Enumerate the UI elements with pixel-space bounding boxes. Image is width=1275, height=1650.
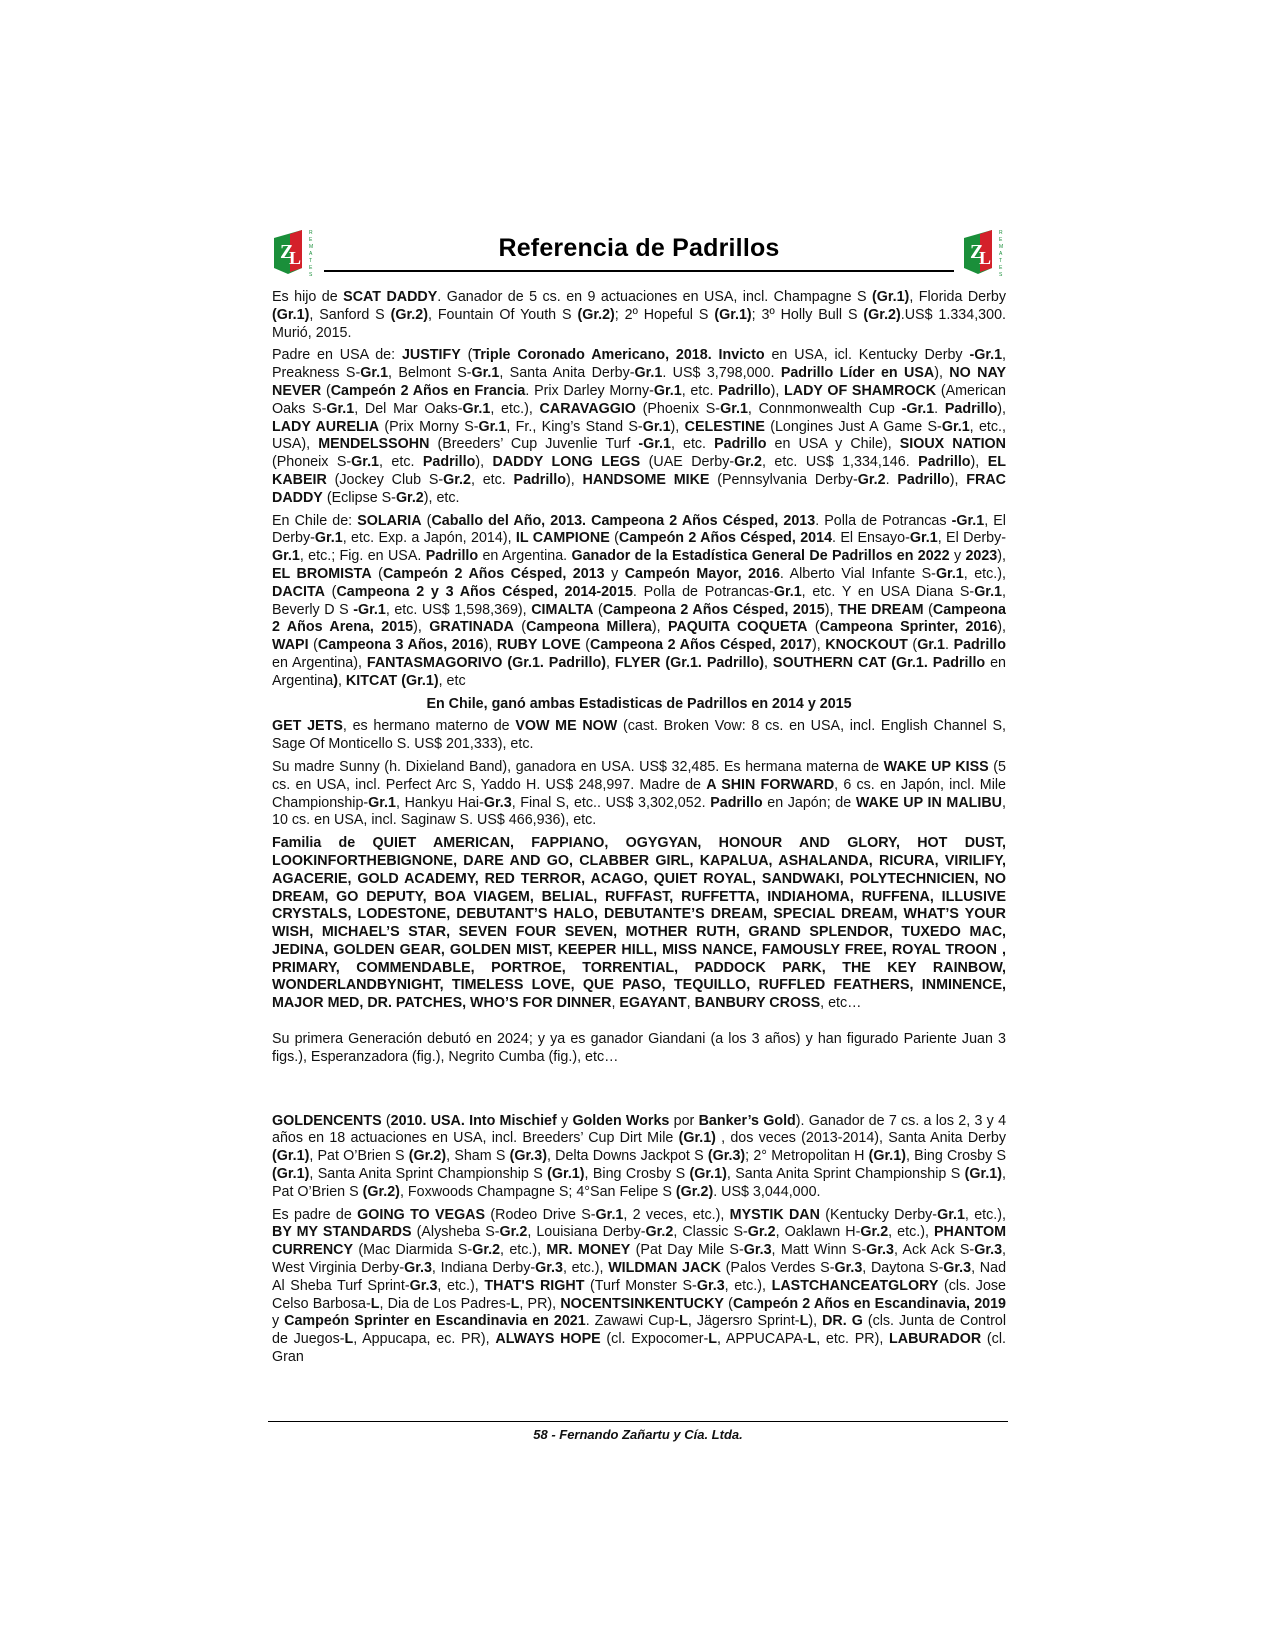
svg-text:T: T	[999, 258, 1003, 264]
paragraph-goldencents: GOLDENCENTS (2010. USA. Into Mischief y Golden Works por Banker’s Gold). Ganador de 7 cs. a los 2, 3 y 4 años en 18 actuaciones en USA, incl. Breeders’ Cup Dirt Mile (Gr.1) , dos veces (2013-2014), Santa Anita Derby (Gr.1), Pat O’Brien S (Gr.2), Sham S (Gr.3), Delta Downs Jackpot S (Gr.3); 2° Metropolitan H (Gr.1), Bing Crosby S (Gr.1), Santa Anita Sprint Championship S (Gr.1), Bing Crosby S (Gr.1), Santa Anita Sprint Championship S (Gr.1), Pat O’Brien S (Gr.2), Foxwoods Champagne S; 4°San Felipe S (Gr.2). US$ 3,044,000.	[272, 1112, 1007, 1200]
paragraph-dam-brother: GET JETS, es hermano materno de VOW ME NOW (cast. Broken Vow: 8 cs. en USA, incl. English Channel S, Sage Of Monticello S. US$ 201,333), etc.	[272, 718, 1007, 753]
page-title: Referencia de Padrillos	[498, 234, 780, 262]
fz-remates-logo	[962, 228, 1006, 276]
paragraph-sire-intro: Es hijo de SCAT DADDY. Ganador de 5 cs. en 9 actuaciones en USA, incl. Champagne S (Gr.1), Florida Derby (Gr.1), Sanford S (Gr.2), Fountain Of Youth S (Gr.2); 2º Hopeful S (Gr.1); 3º Holly Bull S (Gr.2).US$ 1.334,300. Murió, 2015.	[272, 289, 1006, 341]
svg-text:R: R	[999, 230, 1003, 236]
svg-text:M: M	[309, 244, 314, 250]
svg-text:E: E	[309, 265, 313, 271]
svg-text:S: S	[999, 272, 1003, 276]
svg-text:E: E	[999, 265, 1003, 271]
svg-text:R: R	[309, 230, 313, 236]
svg-text:M: M	[999, 244, 1004, 250]
body-text	[272, 289, 1006, 1372]
paragraph-goldencents-progeny: Es padre de GOING TO VEGAS (Rodeo Drive S-Gr.1, 2 veces, etc.), MYSTIK DAN (Kentucky Derby-Gr.1, etc.), BY MY STANDARDS (Alysheba S-Gr.2, Louisiana Derby-Gr.2, Classic S-Gr.2, Oaklawn H-Gr.2, etc.), PHANTOM CURRENCY (Mac Diarmida S-Gr.2, etc.), MR. MONEY (Pat Day Mile S-Gr.3, Matt Winn S-Gr.3, Ack Ack S-Gr.3, West Virginia Derby-Gr.3, Indiana Derby-Gr.3, etc.), WILDMAN JACK (Palos Verdes S-Gr.3, Daytona S-Gr.3, Nad Al Sheba Turf Sprint-Gr.3, etc.), THAT'S RIGHT (Turf Monster S-Gr.3, etc.), LASTCHANCEATGLORY (cls. Jose Celso Barbosa-L, Dia de Los Padres-L, PR), NOCENTSINKENTUCKY (Campeón 2 Años en Escandinavia, 2019 y Campeón Sprinter en Escandinavia en 2021. Zawawi Cup-L, Jägersro Sprint-L), DR. G (cls. Junta de Control de Juegos-L, Appucapa, ec. PR), ALWAYS HOPE (cl. Expocomer-L, APPUCAPA-L, etc. PR), LABURADOR (cl. Gran	[272, 1206, 1007, 1366]
svg-text:Z: Z	[280, 241, 294, 263]
page-header	[272, 228, 1006, 278]
paragraph-sire-chile-progeny: En Chile de: SOLARIA (Caballo del Año, 2013. Campeona 2 Años Césped, 2013. Polla de Potrancas -Gr.1, El Derby-Gr.1, etc. Exp. a Japón, 2014), IL CAMPIONE (Campeón 2 Años Césped, 2014. El Ensayo-Gr.1, El Derby-Gr.1, etc.; Fig. en USA. Padrillo en Argentina. Ganador de la Estadística General De Padrillos en 2022 y 2023), EL BROMISTA (Campeón 2 Años Césped, 2013 y Campeón Mayor, 2016. Alberto Vial Infante S-Gr.1, etc.), DACITA (Campeona 2 y 3 Años Césped, 2014-2015. Polla de Potrancas-Gr.1, etc. Y en USA Diana S-Gr.1, Beverly D S -Gr.1, etc. US$ 1,598,369), CIMALTA (Campeona 2 Años Césped, 2015), THE DREAM (Campeona 2 Años Arena, 2015), GRATINADA (Campeona Millera), PAQUITA COQUETA (Campeona Sprinter, 2016), WAPI (Campeona 3 Años, 2016), RUBY LOVE (Campeona 2 Años Césped, 2017), KNOCKOUT (Gr.1. Padrillo en Argentina), FANTASMAGORIVO (Gr.1. Padrillo), FLYER (Gr.1. Padrillo), SOUTHERN CAT (Gr.1. Padrillo en Argentina), KITCAT (Gr.1), etc	[272, 512, 1007, 689]
svg-text:E: E	[309, 237, 313, 243]
paragraph-first-generation: Su primera Generación debutó en 2024; y ya es ganador Giandani (a los 3 años) y han figurado Pariente Juan 3 figs.), Esperanzadora (fig.), Negrito Cumba (fig.), etc…	[272, 1031, 1006, 1065]
svg-text:L: L	[979, 248, 992, 268]
statistics-note: En Chile, ganó ambas Estadisticas de Padrillos en 2014 y 2015	[426, 695, 852, 712]
svg-text:L: L	[289, 248, 302, 268]
svg-text:S: S	[309, 272, 313, 276]
svg-text:E: E	[999, 237, 1003, 243]
page-footer: 58 - Fernando Zañartu y Cía. Ltda.	[533, 1427, 743, 1442]
svg-text:A: A	[999, 251, 1003, 257]
svg-text:T: T	[309, 258, 313, 264]
paragraph-sire-usa-progeny: Padre en USA de: JUSTIFY (Triple Coronado Americano, 2018. Invicto en USA, icl. Kentucky Derby -Gr.1, Preakness S-Gr.1, Belmont S-Gr.1, Santa Anita Derby-Gr.1. US$ 3,798,000. Padrillo Líder en USA), NO NAY NEVER (Campeón 2 Años en Francia. Prix Darley Morny-Gr.1, etc. Padrillo), LADY OF SHAMROCK (American Oaks S-Gr.1, Del Mar Oaks-Gr.1, etc.), CARAVAGGIO (Phoenix S-Gr.1, Connmonwealth Cup -Gr.1. Padrillo), LADY AURELIA (Prix Morny S-Gr.1, Fr., King’s Stand S-Gr.1), CELESTINE (Longines Just A Game S-Gr.1, etc., USA), MENDELSSOHN (Breeders’ Cup Juvenlie Turf -Gr.1, etc. Padrillo en USA y Chile), SIOUX NATION (Phoneix S-Gr.1, etc. Padrillo), DADDY LONG LEGS (UAE Derby-Gr.2, etc. US$ 1,334,146. Padrillo), EL KABEIR (Jockey Club S-Gr.2, etc. Padrillo), HANDSOME MIKE (Pennsylvania Derby-Gr.2. Padrillo), FRAC DADDY (Eclipse S-Gr.2), etc.	[272, 347, 1007, 506]
svg-text:A: A	[309, 251, 313, 257]
footer-divider	[268, 1421, 1008, 1422]
paragraph-dam: Su madre Sunny (h. Dixieland Band), ganadora en USA. US$ 32,485. Es hermana materna de WAKE UP KISS (5 cs. en USA, incl. Perfect Arc S, Yaddo H. US$ 248,997. Madre de A SHIN FORWARD, 6 cs. en Japón, incl. Mile Championship-Gr.1, Hankyu Hai-Gr.3, Final S, etc.. US$ 3,302,052. Padrillo en Japón; de WAKE UP IN MALIBU, 10 cs. en USA, incl. Saginaw S. US$ 466,936), etc.	[272, 758, 1007, 829]
svg-text:Z: Z	[970, 241, 984, 263]
paragraph-family: Familia de QUIET AMERICAN, FAPPIANO, OGYGYAN, HONOUR AND GLORY, HOT DUST, LOOKINFORTHEBIGNONE, DARE AND GO, CLABBER GIRL, KAPALUA, ASHALANDA, RICURA, VIRILIFY, AGACERIE, GOLD ACADEMY, RED TERROR, ACAGO, QUIET ROYAL, SANDWAKI, POLYTECHNICIEN, NO DREAM, GO DEPUTY, BOA VIAGEM, BELIAL, RUFFAST, RUFFETTA, INDIAHOMA, RUFFENA, ILLUSIVE CRYSTALS, LODESTONE, DEBUTANT’S HALO, DEBUTANTE’S DREAM, SPECIAL DREAM, WHAT’S YOUR WISH, MICHAEL’S STAR, SEVEN FOUR SEVEN, MOTHER RUTH, GRAND SPLENDOR, TUXEDO MAC, JEDINA, GOLDEN GEAR, GOLDEN MIST, KEEPER HILL, MISS NANCE, FAMOUSLY FREE, ROYAL TROON , PRIMARY, COMMENDABLE, PORTROE, TORRENTIAL, PADDOCK PARK, THE KEY RAINBOW, WONDERLANDBYNIGHT, TIMELESS LOVE, QUE PASO, TEQUILLO, RUFFLED FEATHERS, INMINENCE, MAJOR MED, DR. PATCHES, WHO’S FOR DINNER, EGAYANT, BANBURY CROSS, etc…	[272, 835, 1006, 1012]
fz-remates-logo	[272, 228, 316, 276]
header-divider	[324, 270, 954, 272]
